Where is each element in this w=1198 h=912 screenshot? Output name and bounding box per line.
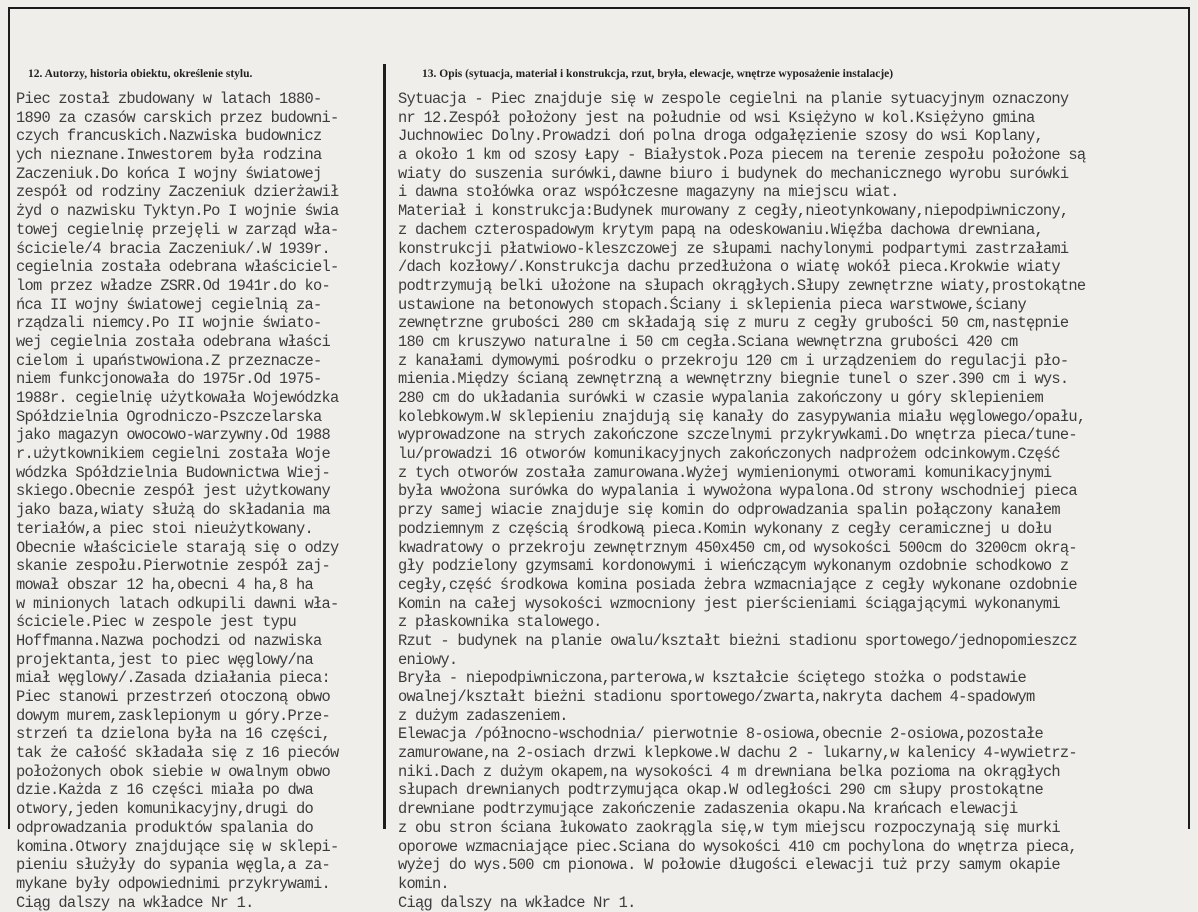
description-text-line: nr 12.Zespół położony jest na południe od wsi Księżyno w kol.Księżyno gmina [398,108,1035,127]
section-13-heading: 13. Opis (sytuacja, materiał i konstrukcja, rzut, bryła, elewacje, wnętrze wyposażenie instalacje) [422,68,894,80]
history-text-line: jako magazyn owocowo-warzywny.Od 1988 [16,426,330,445]
description-text-line: drewniane podtrzymujące zakończenie zadaszenia okapu.Na krańcach elewacji [398,800,1018,819]
history-text-line: Hoffmanna.Nazwa pochodzi od nazwiska [16,631,322,650]
history-text-line: czych francuskich.Nazwiska budownicz [16,127,322,146]
section-12-heading: 12. Autorzy, historia obiektu, określenie stylu. [28,68,253,80]
history-text-line: r.użytkownikiem cegielni została Woje [16,445,330,464]
description-text-line: Materiał i konstrukcja:Budynek murowany z cegły,nieotynkowany,niepodpiwniczony, [398,202,1069,221]
description-text-line: zamurowane,na 2-osiach drzwi klepkowe.W dachu 2 - lukarny,w kalenicy 4-wywietrz- [398,744,1077,763]
description-text-line: Juchnowiec Dolny.Prowadzi doń polna droga odgałęzienie szosy do wsi Koplany, [398,127,1043,146]
history-text-line: teriałów,a piec stoi nieużytkowany. [16,519,314,538]
description-text-line: Elewacja /północno-wschodnia/ pierwotnie 8-osiowa,obecnie 2-osiowa,pozostałe [398,725,1043,744]
description-text-line: ustawione na betonowych stopach.Ściany i sklepienia pieca warstwowe,ściany [398,295,1026,314]
history-text-line: cegielnia została odebrana właściciel- [16,258,339,277]
description-text-line: /dach kozłowy/.Konstrukcja dachu przedłużona o wiatę wokół pieca.Krokwie wiaty [398,258,1060,277]
history-text-line: miał węglowy/.Zasada działania pieca: [16,669,330,688]
description-text-line: gły podzielony gzymsami kordonowymi i wieńczącym wykonanym ozdobnie schodkowo z [398,557,1069,576]
description-text-line: 180 cm kruszywo naturalne i 50 cm cegła.Sciana wewnętrzna grubości 420 cm [398,332,1018,351]
history-text-line: Zaczeniuk.Do końca I wojny światowej [16,164,322,183]
history-text-line: tak że całość składała się z 16 pieców [16,744,339,763]
description-text-line: była wwożona surówka do wypalania i wywożona wypalona.Od strony wschodniej pieca [398,482,1077,501]
history-text-column [16,90,384,912]
description-text-line: wiaty do suszenia surówki,dawne biuro i budynek do mechanicznego wyrobu surówki [398,164,1069,183]
history-text-line: ńca II wojny światowej cegielnią za- [16,295,322,314]
description-text-line: z płaskownika stalowego. [398,613,602,632]
history-text-line: otwory,jeden komunikacyjny,drugi do [16,800,314,819]
description-text-line: kolebkowym.W sklepieniu znajdują się kanały do zasypywania miału węglowego/opału, [398,407,1086,426]
description-text-line: podtrzymują belki ułożone na słupach okrągłych.Słupy zewnętrzne wiaty,prostokątne [398,276,1086,295]
description-text-line: i dawna stołówka oraz współczesne magazyny na miejscu wiat. [398,183,899,202]
history-text-line: 1890 za czasów carskich przez budowni- [16,108,339,127]
history-text-line: wej cegielnia została odebrana właści [16,332,330,351]
description-text-line: wyprowadzone na strych zakończone szczelnymi przykrywkami.Do wnętrza pieca/tune- [398,426,1077,445]
description-text-column [398,90,1188,912]
history-text-line: w minionych latach odkupili dawni wła- [16,594,339,613]
description-text-line: mienia.Między ścianą zewnętrzną a wewnętrzny biegnie tunel o szer.390 cm i wys. [398,370,1069,389]
history-text-line: lom przez władze ZSRR.Od 1941r.do ko- [16,276,330,295]
description-text-line: Ciąg dalszy na wkładce Nr 1. [398,893,636,912]
description-text-line: Rzut - budynek na planie owalu/kształt bieżni stadionu sportowego/jednopomieszcz [398,631,1077,650]
description-text-line: 280 cm do układania surówki w czasie wypalania zakończony u góry sklepieniem [398,389,1043,407]
description-text-line: Bryła - niepodpiwniczona,parterowa,w kształcie ściętego stożka o podstawie [398,669,1026,688]
description-text-line: oporowe wzmacniające piec.Sciana do wysokości 410 cm pochylona do wnętrza pieca, [398,837,1077,856]
history-text-line: skiego.Obecnie zespół jest użytkowany [16,482,330,501]
history-text-line: towej cegielnię przejęli w zarząd wła- [16,220,339,239]
history-text-line: projektanta,jest to piec węglowy/na [16,650,314,669]
history-text-line: dzie.Każda z 16 części miała po dwa [16,781,314,800]
history-text-line: Piec stanowi przestrzeń otoczoną obwo [16,688,330,706]
history-text-line: strzeń ta dzielona była na 16 części, [16,725,330,744]
history-text-line: rządzali niemcy.Po II wojnie świato- [16,314,322,333]
description-text-line: słupach drewnianych podtrzymująca okap.W odległości 290 cm słupy prostokątne [398,781,1043,800]
history-text-line: niem funkcjonowała do 1975r.Od 1975- [16,370,322,389]
description-text-line: cegły,część środkowa komina posiada żebra wzmacniające z cegły wykonane ozdobnie [398,575,1077,594]
history-text-line: wódzka Spółdzielnia Budownictwa Wiej- [16,463,330,482]
history-text-line: Ciąg dalszy na wkładce Nr 1. [16,893,254,912]
description-text-line: a około 1 km od szosy Łapy - Białystok.Poza piecem na terenie zespołu położone są [398,146,1086,165]
history-text-line: Obecnie właściciele starają się o odzy [16,538,339,557]
history-text-line: ściciele.Piec w zespole jest typu [16,613,297,632]
description-text-line: z obu stron ściana łukowato zaokrągla się,w tym miejscu rozpoczynają się murki [398,818,1060,837]
description-text-line: komin. [398,874,449,893]
history-text-line: mował obszar 12 ha,obecni 4 ha,8 ha [16,575,314,594]
history-text-line: pieniu służyły do sypania węgla,a za- [16,856,330,875]
description-text-line: eniowy. [398,650,458,669]
description-text-line: przy samej wiacie znajduje się komin do odprowadzania spalin połączony kanałem [398,501,1060,520]
history-text-line: Spółdzielnia Ogrodniczo-Pszczelarska [16,407,322,426]
description-text-line: wyżej do wys.500 cm pionowa. W połowie długości elewacji tuż przy samym okapie [398,856,1060,875]
history-text-line: dowym murem,zasklepionym u góry.Prze- [16,706,330,725]
description-text-line: z kanałami dymowymi pośrodku o przekroju 120 cm i urządzeniem do regulacji pło- [398,351,1069,370]
history-text-line: komina.Otwory znajdujące się w sklepi- [16,837,339,856]
history-text-line: cielom i upaństwowiona.Z przeznacze- [16,351,322,370]
history-text-line: położonych obok siebie w owalnym obwo [16,762,330,781]
description-text-line: zewnętrzne grubości 280 cm składają się z muru z cegły grubości 50 cm,następnie [398,314,1069,333]
history-text-line: Piec został zbudowany w latach 1880- [16,90,322,108]
history-text-line: skanie zespołu.Pierwotnie zespół zaj- [16,557,330,576]
history-text-line: mykane były odpowiednimi przykrywami. [16,874,330,893]
description-text-line: z tych otworów została zamurowana.Wyżej wymienionymi otworami komunikacyjnymi [398,463,1052,482]
description-text-line: owalnej/kształt bieżni stadionu sportowego/zwarta,nakryta dachem 4-spadowym [398,688,1035,706]
description-text-line: niki.Dach z dużym okapem,na wysokości 4 m drewniana belka pozioma na okrągłych [398,762,1060,781]
description-text-line: Sytuacja - Piec znajduje się w zespole cegielni na planie sytuacyjnym oznaczony [398,90,1069,108]
history-text-line: zespół od rodziny Zaczeniuk dzierżawił [16,183,339,202]
description-text-line: lu/prowadzi 16 otworów komunikacyjnych zakończonych nadprożem odcinkowym.Część [398,445,1060,464]
history-text-line: ych nieznane.Inwestorem była rodzina [16,146,322,165]
description-text-line: konstrukcji płatwiowo-kleszczowej ze słupami nachylonymi podpartymi zastrzałami [398,239,1069,258]
description-text-line: z dużym zadaszeniem. [398,706,568,725]
history-text-line: ściciele/4 bracia Zaczeniuk/.W 1939r. [16,239,330,258]
description-text-line: z dachem czterospadowym krytym papą na odeskowaniu.Więźba dachowa drewniana, [398,220,1043,239]
description-text-line: kwadratowy o przekroju zewnętrznym 450x450 cm,od wysokości 500cm do 3200cm okrą- [398,538,1077,557]
history-text-line: odprowadzania produktów spalania do [16,818,314,837]
description-text-line: podziemnym z częścią środkową pieca.Komin wykonany z cegły ceramicznej u dołu [398,519,1052,538]
description-text-line: Komin na całej wysokości wzmocniony jest pierścieniami ściągającymi wykonanymi [398,594,1060,613]
history-text-line: 1988r. cegielnię użytkowała Wojewódzka [16,389,339,407]
history-text-line: jako baza,wiaty służą do składania ma [16,501,330,520]
history-text-line: żyd o nazwisku Tyktyn.Po I wojnie świa [16,202,339,221]
